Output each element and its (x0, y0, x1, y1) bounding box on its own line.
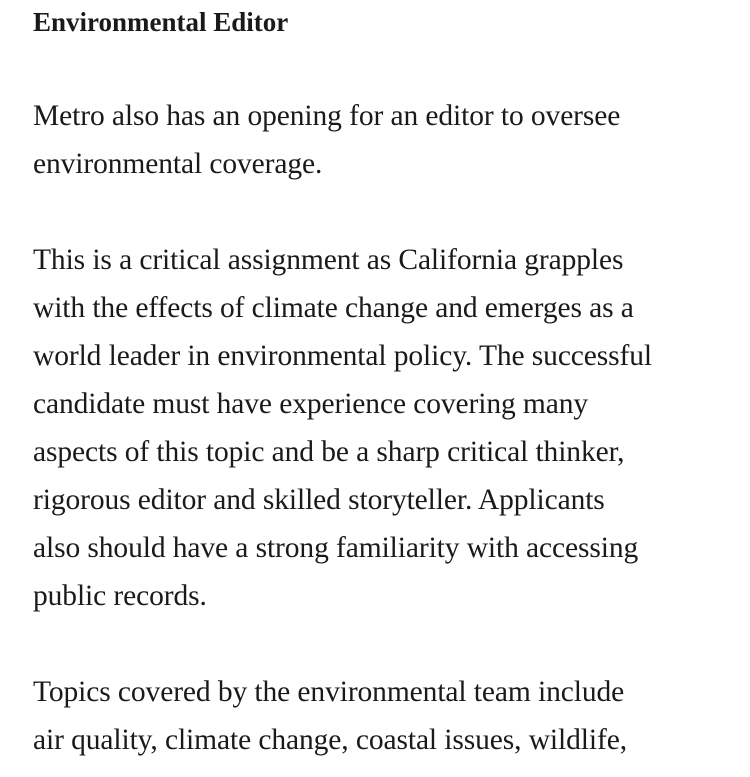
paragraph-line: environmental coverage. (33, 148, 323, 180)
paragraph-line: Metro also has an opening for an editor to oversee (33, 100, 621, 132)
section-heading: Environmental Editor (33, 7, 289, 37)
paragraph-line: with the effects of climate change and emerges as a (33, 292, 634, 324)
paragraph-role-description (33, 236, 733, 620)
paragraph-line: air quality, climate change, coastal issues, wildlife, (33, 724, 627, 756)
article-body (33, 0, 733, 756)
paragraph-line: world leader in environmental policy. The successful (33, 340, 653, 372)
paragraph-line: also should have a strong familiarity with accessing (33, 532, 639, 564)
paragraph-line: aspects of this topic and be a sharp critical thinker, (33, 436, 625, 468)
paragraph-line: This is a critical assignment as California grapples (33, 244, 624, 276)
paragraph-line: rigorous editor and skilled storyteller. Applicants (33, 484, 605, 516)
paragraph-opening (33, 92, 733, 188)
paragraph-line: Topics covered by the environmental team include (33, 676, 625, 708)
paragraph-line: public records. (33, 580, 207, 612)
paragraph-topics (33, 668, 733, 764)
paragraph-line: candidate must have experience covering many (33, 388, 589, 420)
